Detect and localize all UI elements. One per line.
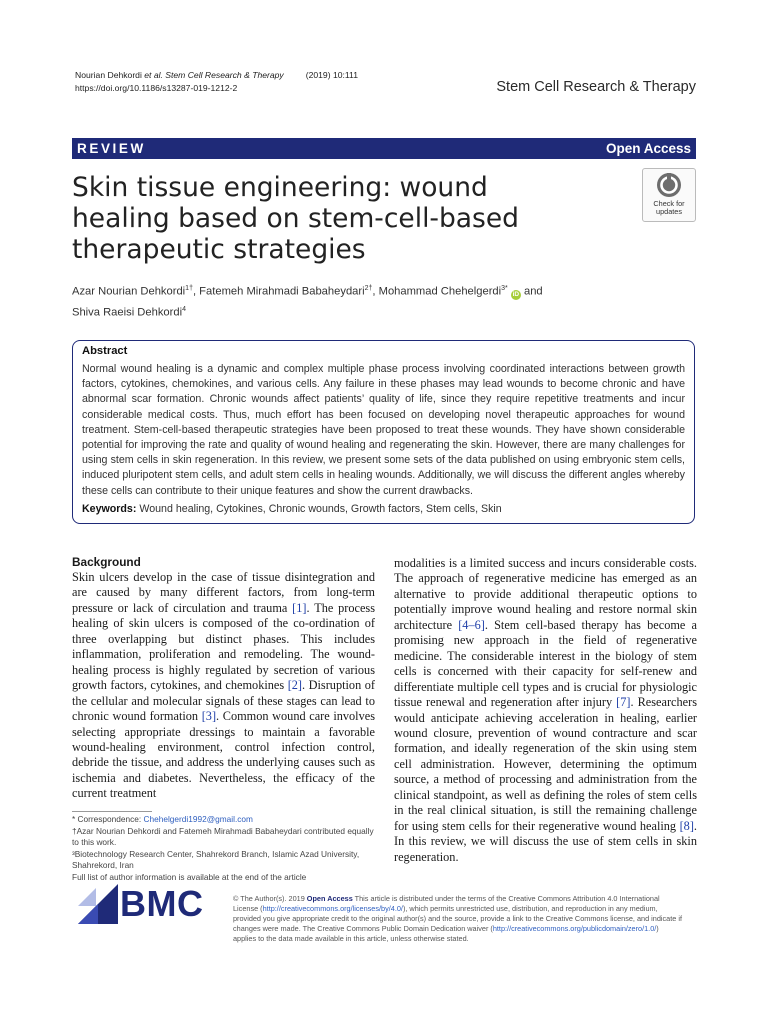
author-affil: 4 [182,305,186,313]
citation-link[interactable]: [8] [679,818,694,833]
abstract-text: Normal wound healing is a dynamic and complex multiple phase process involving coordinated interactions between growth factors, cytokines, chemokines, and various cells. Any failure in these phases may lead wounds to become chronic and have abnormal scar formation. Chronic wounds affect patients’ quality of life, since they require repetitive treatments and incur considerable medical costs. Thus, much effort has been focused on developing novel therapeutic approaches for wound treatment. Stem-cell-based therapeutic strategies have been proposed to treat these wounds. They have shown considerable potential for improving the rate and quality of wound healing and regenerating the skin. However, there are many challenges for using stem cells in skin regeneration. In this review, we present some sets of the data published on using embryonic stem cells, induced pluripotent stem cells, and adult stem cells in healing wounds. Additionally, we will discuss the different angles whereby these cells can contribute to their unique features and show the current drawbacks. [82,363,685,497]
paragraph-text: . The process healing of skin ulcers is composed of the co-ordination of three overlapping but distinct phases. This includes inflammation, proliferation and remodeling. The wound-healing process is highly regulated by secretion of various growth factors, cytokines, and chemokines [72,600,376,693]
bmc-logo-icon [78,884,118,924]
section-heading: Background [72,555,141,569]
header-doi-link[interactable]: https://doi.org/10.1186/s13287-019-1212-2 [75,83,238,93]
footnotes [72,814,377,884]
author-conjunction: and [520,285,543,298]
correspondence-email-link[interactable]: Chehelgerdi1992@gmail.com [143,814,253,824]
journal-name: Stem Cell Research & Therapy [496,79,696,95]
author-name[interactable]: Azar Nourian Dehkordi [72,285,186,298]
citation-link[interactable]: [4–6] [458,617,485,632]
license-link[interactable]: http://creativecommons.org/licenses/by/4.0/ [262,904,403,914]
license-text [233,894,683,944]
header-journal-cite: et al. Stem Cell Research & Therapy [144,70,284,80]
paragraph-text: . Common wound care involves selecting appropriate dressings to maintain a favorable wound-healing environment, control infection control, debride the tissue, and address the underlying causes such as ischemia and diabetes. Nevertheless, the efficacy of the current treatment [72,709,375,801]
citation-link[interactable]: [1] [292,600,307,615]
running-header [75,69,358,95]
check-updates-line2: updates [656,207,682,216]
author-list [72,280,632,321]
check-updates-line1: Check for [653,199,685,208]
author-name[interactable]: Shiva Raeisi Dehkordi [72,306,183,319]
paragraph-text: . Stem cell-based therapy has become a promising new approach in the field of regenerative medicine. The considerable interest in the biology of stem cells is concerned with their capacity for self-renew and differentiate multiple cell types and is crucial for physiologic tissue renewal and regeneration after injury [394,617,697,710]
author-name[interactable]: , Fatemeh Mirahmadi Babaheydari [192,285,365,298]
author-affil: 2† [364,285,373,292]
orcid-icon[interactable]: iD [512,290,520,298]
keywords-list: Wound healing, Cytokines, Chronic wounds, Growth factors, Stem cells, Skin [139,502,502,515]
article-type-bar [72,138,696,159]
paragraph-text: . Disruption of the cellular and molecular signals of these stages can lead to chronic wound formation [72,678,375,724]
citation-link[interactable]: [3] [201,709,217,724]
open-access-label: Open Access [605,141,691,156]
bmc-logo-text: BMC [120,883,204,924]
author-affil: 3* [501,285,508,292]
license-body: ) applies to the data made available in this article, unless otherwise stated. [233,924,659,944]
article-title: Skin tissue engineering: wound healing based on stem-cell-based therapeutic strategies [72,172,519,265]
citation-link[interactable]: [2] [287,678,303,693]
keywords-label: Keywords: [82,502,137,515]
article-type-label: REVIEW [77,141,146,156]
paragraph-text: modalities is a limited success and incurs considerable costs. The approach of regenerative medicine has emerged as an alternative to provide additional therapeutic options to potentially improve wound healing and restore normal skin architecture [394,556,697,632]
license-open-access: Open Access [306,894,353,903]
citation-link[interactable]: [7] [616,695,631,710]
license-body: ), which permits unrestricted use, distribution, and reproduction in any medium, provided you give appropriate credit to the original author(s) and the source, provide a link to the Creative Commons license, and indicate if changes were made. The Creative Commons Public Domain Dedication waiver ( [233,904,683,934]
footnote-author-info: Full list of author information is available at the end of the article [72,872,307,883]
keywords [82,502,685,517]
paragraph-text: Skin ulcers develop in the case of tissue disintegration and are caused by many different factors, from long-term pressure or lack of circulation and trauma [72,570,375,615]
abstract-heading: Abstract [82,345,128,357]
footnote-equal-contribution: †Azar Nourian Dehkordi and Fatemeh Mirahmadi Babaheydari contributed equally to this work. [72,826,374,847]
header-year-volume: (2019) 10:111 [305,70,358,80]
abstract-box [72,340,695,524]
license-copyright: © The Author(s). 2019 [233,894,307,903]
check-updates-icon [656,172,682,198]
author-name[interactable]: , Mohammad Chehelgerdi [372,285,502,298]
body-column-right [394,556,697,865]
paragraph-text: . Researchers would anticipate achieving acceleration in healing, earlier wound closure, prevention of wound contracture and scar formation, and ideally regeneration of the skin using stem cell administration. However, determining the optimum source, a method of processing and administration from the clinical standpoint, as well as defining the roles of stem cells in the real clinical situation, is still the remaining challenge for using stem cells for their regenerative wound healing [394,695,697,833]
paragraph-text: . In this review, we will discuss the use of stem cells in skin regeneration. [394,818,697,864]
body-column-left [72,555,375,802]
check-for-updates-button[interactable] [642,168,696,222]
header-authors: Nourian Dehkordi [75,70,142,80]
public-domain-link[interactable]: http://creativecommons.org/publicdomain/zero/1.0/ [492,924,657,934]
author-affil: 1† [185,285,193,292]
footnote-divider [72,811,152,812]
footnote-affiliation: ³Biotechnology Research Center, Shahrekord Branch, Islamic Azad University, Shahrekord, Iran [72,849,360,870]
license-body: This article is distributed under the terms of the Creative Commons Attribution 4.0 International License ( [233,894,660,914]
correspondence-label: * Correspondence: [72,814,144,824]
